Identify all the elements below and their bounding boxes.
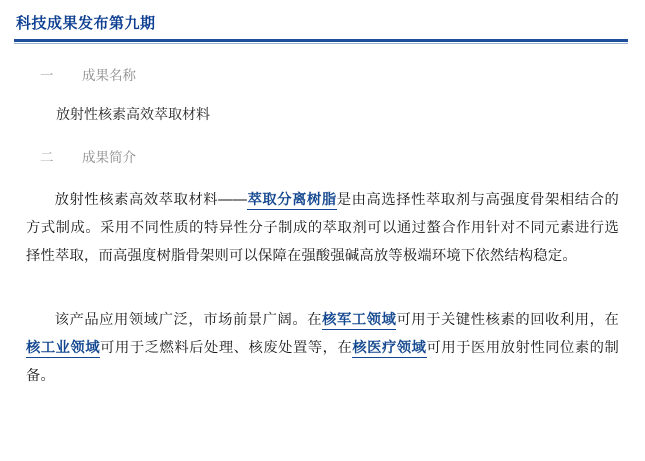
paragraph-run: 可用于乏燃料后处理、核废处置等，在 [100,340,353,356]
paragraph-2 [26,306,619,390]
paragraph-run: 该产品应用领域广泛，市场前景广阔。在 [54,312,323,328]
keyword-highlight: 核医疗领域 [352,340,427,356]
keyword-highlight: 萃取分离树脂 [247,192,337,208]
section-marker-2: 二 [40,150,54,165]
paragraph-run: 可用于医用放射性同位素的制备。 [26,340,620,384]
paragraph-run: 放射性核素高效萃取材料—— [54,192,248,208]
section-result-name [0,66,645,126]
intro-paragraphs [0,186,645,390]
paragraph-spacer [26,288,619,306]
section-heading-1 [40,66,645,86]
section-heading-2 [40,148,645,168]
section-marker-1: 一 [40,68,54,83]
section-label-1: 成果名称 [82,68,136,83]
keyword-highlight: 核军工领域 [322,312,397,328]
title-divider-thick [14,39,628,42]
paragraph-1 [26,186,619,270]
document-page [0,14,645,461]
paragraph-run: 是由高选择性萃取剂与高强度骨架相结合的方式制成。采用不同性质的特异性分子制成的萃取剂可以通过螯合作用针对不同元素进行选择性萃取，而高强度树脂骨架则可以保障在强酸强碱高放等极端环境下依然结构稳定。 [26,192,619,264]
keyword-highlight: 核工业领域 [26,340,101,356]
section-label-2: 成果简介 [82,150,136,165]
page-title: 科技成果发布第九期 [16,15,156,32]
result-name-text: 放射性核素高效萃取材料 [56,106,210,122]
section-result-intro [0,148,645,168]
document-title-block [14,14,628,44]
paragraph-run: 可用于关键性核素的回收利用，在 [396,312,620,328]
title-divider-thin [14,43,628,44]
